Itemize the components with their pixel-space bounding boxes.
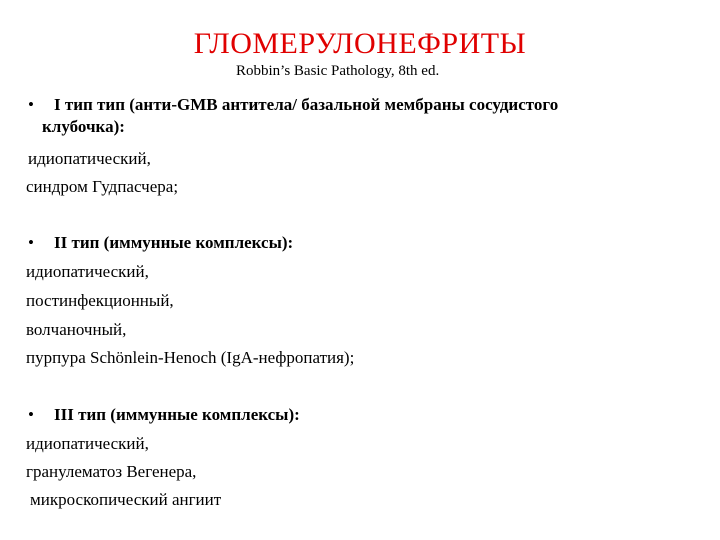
section-2-item: постинфекционный,: [26, 291, 174, 310]
bullet-icon: •: [28, 405, 34, 424]
section-3-item: гранулематоз Вегенера,: [26, 462, 197, 481]
slide-title: ГЛОМЕРУЛОНЕФРИТЫ: [193, 27, 527, 60]
bullet-icon: •: [28, 233, 34, 252]
section-3-item: микроскопический ангиит: [30, 490, 222, 509]
section-3-item: идиопатический,: [26, 434, 149, 453]
source-citation: Robbin’s Basic Pathology, 8th ed.: [236, 63, 440, 79]
section-1-heading-continued: клубочка):: [42, 117, 125, 136]
section-2-heading: II тип (иммунные комплексы):: [54, 233, 294, 252]
bullet-icon: •: [28, 95, 34, 114]
section-2-item: пурпура Schönlein-Henoch (IgA-нефропатия);: [26, 348, 355, 367]
section-1-heading: I тип тип (анти-GMB антитела/ базальной мембраны сосудистого: [54, 95, 559, 114]
section-2-item: волчаночный,: [26, 320, 127, 339]
section-3-heading: III тип (иммунные комплексы):: [54, 405, 300, 424]
section-1-item: синдром Гудпасчера;: [26, 177, 179, 196]
section-1-item: идиопатический,: [28, 149, 151, 168]
section-2-item: идиопатический,: [26, 262, 149, 281]
